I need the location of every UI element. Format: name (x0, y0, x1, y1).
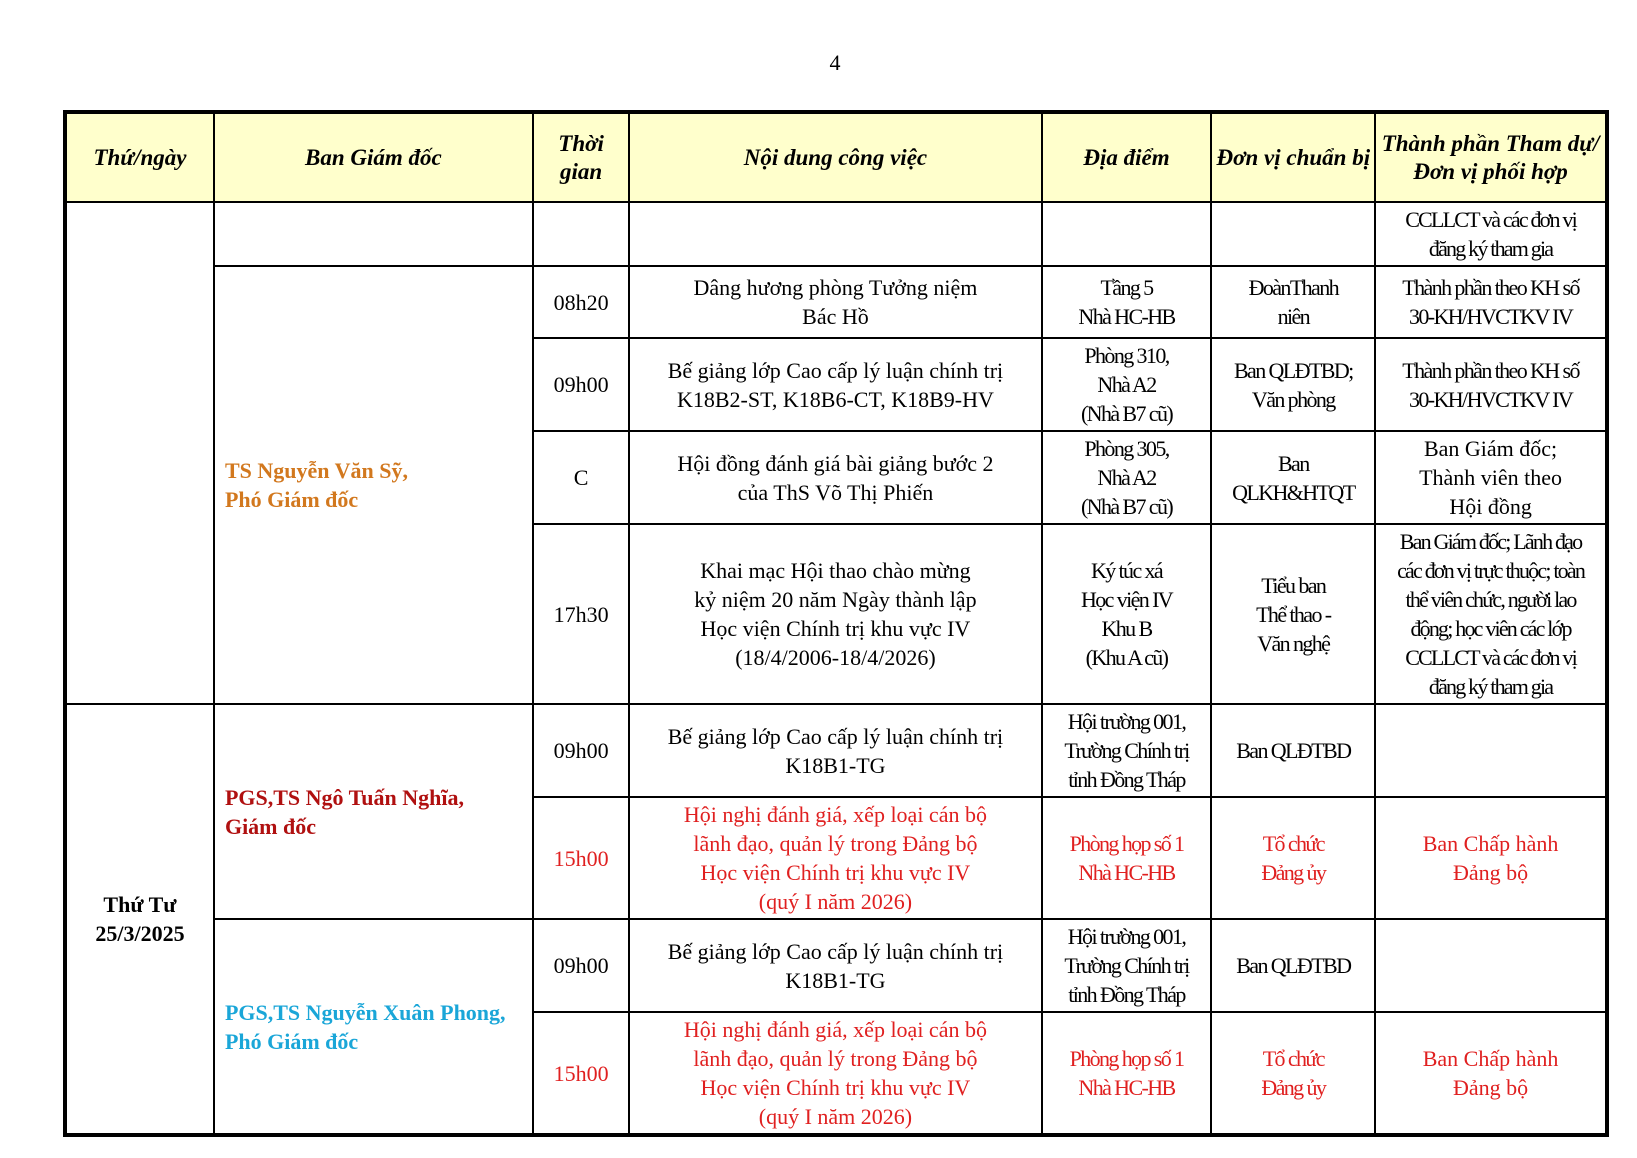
content-cell: Hội đồng đánh giá bài giảng bước 2 của ThS Võ Thị Phiến (629, 431, 1041, 524)
location-cell: Hội trường 001, Trường Chính trị tỉnh Đồng Tháp (1042, 919, 1212, 1012)
person-ngo-tuan-nghia: PGS,TS Ngô Tuấn Nghĩa, Giám đốc (214, 704, 533, 919)
participants-cell (1375, 919, 1607, 1012)
board-cell (214, 202, 533, 266)
prep-cell: ĐoànThanh niên (1211, 266, 1375, 338)
time-cell: C (533, 431, 630, 524)
location-cell (1042, 202, 1212, 266)
person-nguyen-xuan-phong: PGS,TS Nguyễn Xuân Phong, Phó Giám đốc (214, 919, 533, 1135)
header-row (65, 112, 1607, 202)
header-board: Ban Giám đốc (214, 112, 533, 202)
location-cell: Phòng 305, Nhà A2 (Nhà B7 cũ) (1042, 431, 1212, 524)
content-cell: Dâng hương phòng Tưởng niệm Bác Hồ (629, 266, 1041, 338)
content-cell: Bế giảng lớp Cao cấp lý luận chính trị K18B1-TG (629, 704, 1041, 797)
content-cell: Bế giảng lớp Cao cấp lý luận chính trị K18B1-TG (629, 919, 1041, 1012)
time-cell: 08h20 (533, 266, 630, 338)
participants-cell (1375, 704, 1607, 797)
time-cell: 09h00 (533, 919, 630, 1012)
table-row (65, 704, 1607, 797)
content-cell: Hội nghị đánh giá, xếp loại cán bộ lãnh đạo, quản lý trong Đảng bộ Học viện Chính trị khu vực IV (quý I năm 2026) (629, 797, 1041, 919)
prep-cell: Tiểu ban Thể thao - Văn nghệ (1211, 524, 1375, 704)
location-cell: Ký túc xá Học viện IV Khu B (Khu A cũ) (1042, 524, 1212, 704)
participants-cell: Ban Chấp hành Đảng bộ (1375, 1012, 1607, 1135)
person-nguyen-van-sy: TS Nguyễn Văn Sỹ, Phó Giám đốc (214, 266, 533, 704)
location-cell: Hội trường 001, Trường Chính trị tỉnh Đồng Tháp (1042, 704, 1212, 797)
time-cell (533, 202, 630, 266)
content-cell: Khai mạc Hội thao chào mừng kỷ niệm 20 năm Ngày thành lập Học viện Chính trị khu vực IV (18/4/2006-18/4/2026) (629, 524, 1041, 704)
time-cell: 09h00 (533, 338, 630, 431)
table-row (65, 919, 1607, 1012)
day-cell-wednesday: Thứ Tư 25/3/2025 (65, 704, 214, 1135)
prep-cell: Ban QLĐTBD (1211, 919, 1375, 1012)
header-participants: Thành phần Tham dự/ Đơn vị phối hợp (1375, 112, 1607, 202)
table-row (65, 202, 1607, 266)
time-cell: 15h00 (533, 797, 630, 919)
location-cell: Phòng họp số 1 Nhà HC-HB (1042, 1012, 1212, 1135)
participants-cell: Ban Giám đốc; Lãnh đạo các đơn vị trực thuộc; toàn thể viên chức, người lao động; học viên các lớp CCLLCT và các đơn vị đăng ký tham gia (1375, 524, 1607, 704)
location-cell: Tầng 5 Nhà HC-HB (1042, 266, 1212, 338)
participants-cell: Thành phần theo KH số 30-KH/HVCTKV IV (1375, 266, 1607, 338)
header-prep: Đơn vị chuẩn bị (1211, 112, 1375, 202)
day-cell-prev (65, 202, 214, 704)
prep-cell: Ban QLĐTBD; Văn phòng (1211, 338, 1375, 431)
content-cell (629, 202, 1041, 266)
prep-cell: Ban QLĐTBD (1211, 704, 1375, 797)
prep-cell: Tổ chức Đảng ủy (1211, 797, 1375, 919)
participants-cell: Thành phần theo KH số 30-KH/HVCTKV IV (1375, 338, 1607, 431)
time-cell: 09h00 (533, 704, 630, 797)
location-cell: Phòng họp số 1 Nhà HC-HB (1042, 797, 1212, 919)
content-cell: Bế giảng lớp Cao cấp lý luận chính trị K18B2-ST, K18B6-CT, K18B9-HV (629, 338, 1041, 431)
participants-cell: Ban Chấp hành Đảng bộ (1375, 797, 1607, 919)
table-row (65, 266, 1607, 338)
prep-cell: Tổ chức Đảng ủy (1211, 1012, 1375, 1135)
prep-cell: Ban QLKH&HTQT (1211, 431, 1375, 524)
participants-cell: CCLLCT và các đơn vị đăng ký tham gia (1375, 202, 1607, 266)
header-day: Thứ/ngày (65, 112, 214, 202)
header-content: Nội dung công việc (629, 112, 1041, 202)
header-time: Thời gian (533, 112, 630, 202)
time-cell: 17h30 (533, 524, 630, 704)
content-cell: Hội nghị đánh giá, xếp loại cán bộ lãnh đạo, quản lý trong Đảng bộ Học viện Chính trị khu vực IV (quý I năm 2026) (629, 1012, 1041, 1135)
schedule-table (63, 110, 1609, 1137)
header-location: Địa điểm (1042, 112, 1212, 202)
participants-cell: Ban Giám đốc; Thành viên theo Hội đồng (1375, 431, 1607, 524)
page-number: 4 (829, 50, 841, 75)
time-cell: 15h00 (533, 1012, 630, 1135)
location-cell: Phòng 310, Nhà A2 (Nhà B7 cũ) (1042, 338, 1212, 431)
prep-cell (1211, 202, 1375, 266)
